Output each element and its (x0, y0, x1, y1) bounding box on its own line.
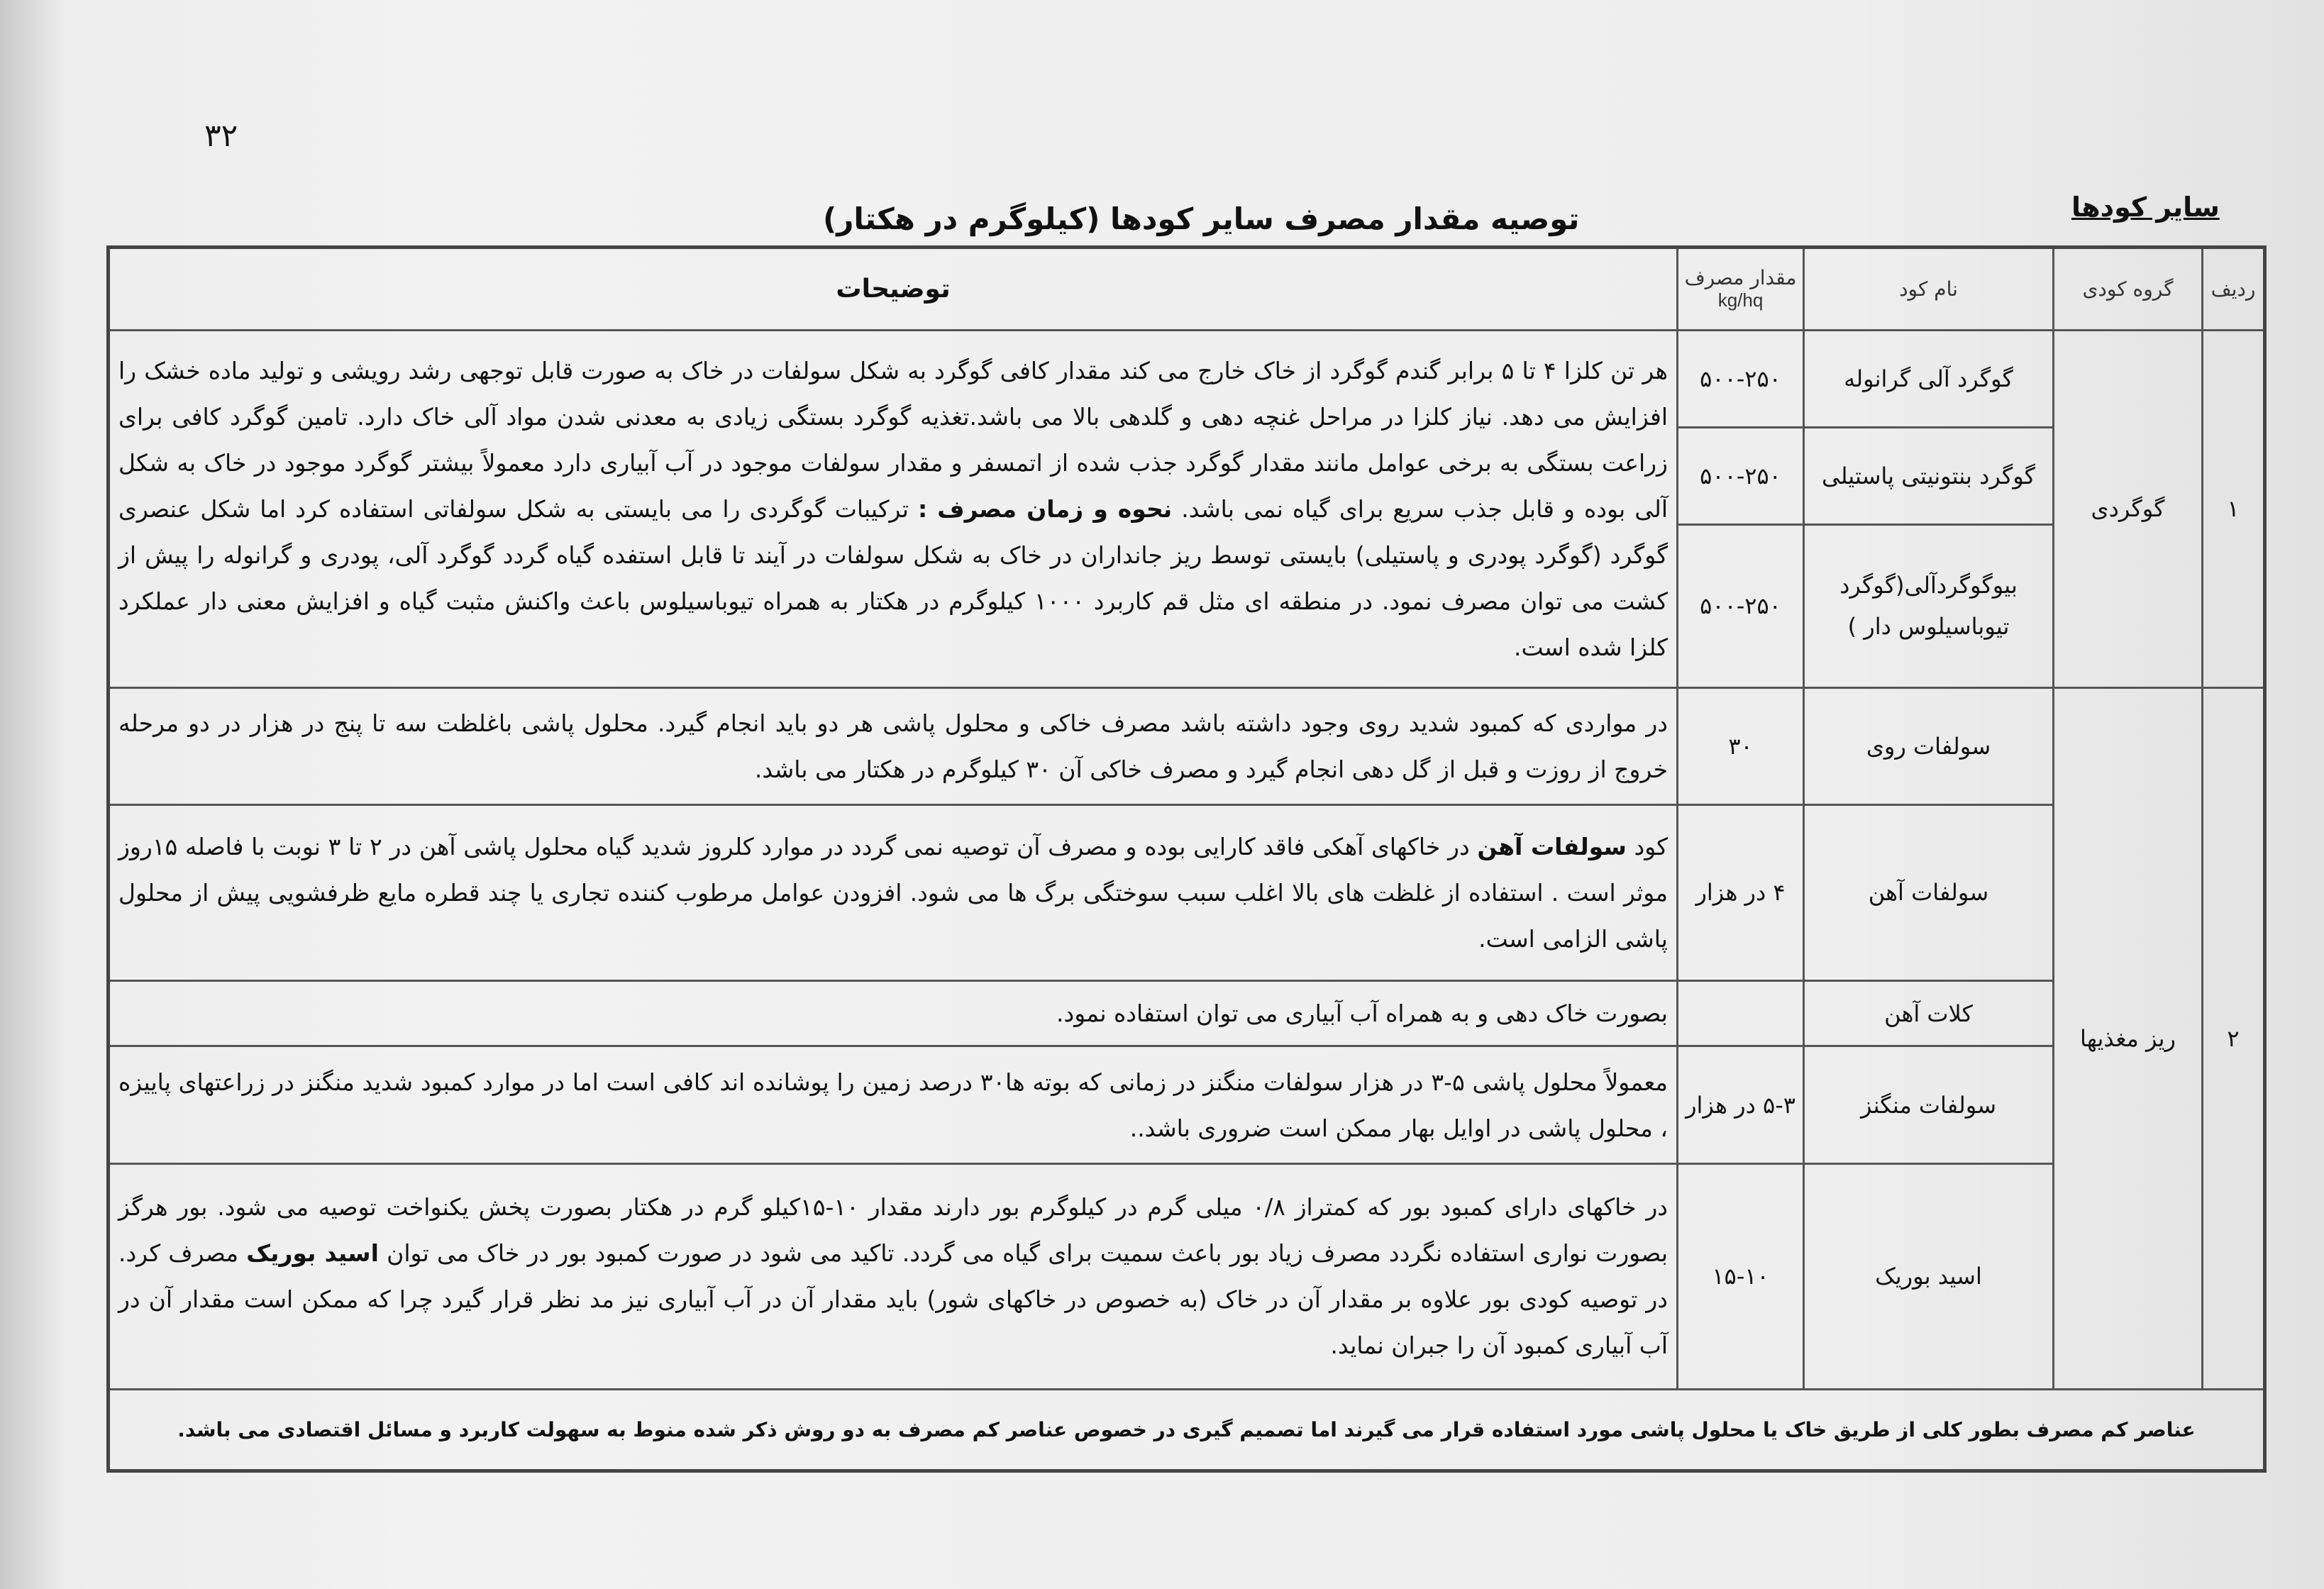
description-cell (109, 980, 1678, 1046)
header-group: گروه کودی (2054, 248, 2203, 331)
fertilizer-name: سولفات منگنز (1804, 1046, 2054, 1163)
row-number: ۲ (2203, 687, 2265, 1389)
description-bold: سولفات آهن (1477, 832, 1627, 860)
fertilizer-name: گوگرد بنتونیتی پاستیلی (1804, 427, 2054, 524)
fertilizer-amount: ۵۰۰-۲۵۰ (1678, 524, 1804, 687)
page-number: ۳۲ (204, 118, 238, 154)
fertilizer-name: سولفات آهن (1804, 804, 2054, 980)
description-text: در خاکهای دارای کمبود بور که کمتراز ۰/۸ میلی گرم در کیلوگرم بور دارند مقدار ۱۰-۱۵کیلو گرم در هکتار بصورت پخش یکنواخت توصیه می شود. بور هرگز بصورت نواری استفاده نگردد مصرف زیاد بور باعث سمیت برای گیاه می گردد. تاکید می شود در صورت کمبود بور در خاک می توان (118, 1193, 1669, 1268)
fertilizer-amount (1678, 980, 1804, 1046)
fertilizer-group: گوگردی (2054, 330, 2203, 687)
table-title: توصیه مقدار مصرف سایر کودها (کیلوگرم در هکتار) (823, 201, 1580, 236)
fertilizer-name: کلات آهن (1804, 980, 2054, 1046)
table-row (109, 980, 2265, 1046)
table-row (109, 804, 2265, 980)
description-bold: اسید بوریک (246, 1239, 379, 1268)
footer-note (109, 1390, 2265, 1471)
section-title: سایر کودها (2071, 192, 2220, 223)
fertilizer-amount: ۵۰۰-۲۵۰ (1678, 330, 1804, 427)
header-amount (1678, 248, 1804, 331)
table-row (109, 1046, 2265, 1163)
fertilizer-table (106, 245, 2267, 1473)
footer-note-text: عناصر کم مصرف بطور کلی از طریق خاک یا محلول پاشی مورد استفاده قرار می گیرند اما تصمیم گیری در خصوص عناصر کم مصرف به دو روش ذکر شده منوط به سهولت کاربرد و مسائل اقتصادی می باشد. (177, 1418, 2196, 1442)
description-cell (109, 687, 1678, 804)
table-row (109, 330, 2265, 427)
fertilizer-amount: ۵-۳ در هزار (1678, 1046, 1804, 1163)
fertilizer-name: اسید بوریک (1804, 1163, 2054, 1389)
fertilizer-amount: ۱۵-۱۰ (1678, 1163, 1804, 1389)
fertilizer-amount: ۳۰ (1678, 687, 1804, 804)
description-cell (109, 330, 1678, 687)
fertilizer-group: ریز مغذیها (2054, 687, 2203, 1389)
header-name: نام کود (1804, 248, 2054, 331)
fertilizer-amount: ۵۰۰-۲۵۰ (1678, 427, 1804, 524)
fertilizer-amount: ۴ در هزار (1678, 804, 1804, 980)
description-text: ترکیبات گوگردی را می بایستی به شکل سولفاتی استفاده کرد اما شکل عنصری گوگرد (گوگرد پودری و پاستیلی) بایستی توسط ریز جانداران در خاک به شکل سولفات در آیند تا قابل استفده گیاه گردد گوگرد آلی، پودری و گرانوله را پیش از کشت می توان مصرف نمود. در منطقه ای مثل قم کاربرد ۱۰۰۰ کیلوگرم در هکتار به همراه تیوباسیلوس باعث واکنش مثبت گیاه و افزایش معنی دار عملکرد کلزا شده است. (118, 494, 1668, 661)
header-description: توضیحات (109, 248, 1678, 331)
table-row (109, 687, 2265, 804)
description-text: معمولاً محلول پاشی ۵-۳ در هزار سولفات منگنز در زمانی که بوته ها۳۰ درصد زمین را پوشانده اند کافی است اما در موارد کمبود شدید منگنز در زراعتهای پاییزه ، محلول پاشی در اوایل بهار ممکن است ضروری باشد.. (118, 1068, 1668, 1142)
description-text: هر تن کلزا ۴ تا ۵ برابر گندم گوگرد از خاک خارج می کند مقدار کافی گوگرد به شکل سولفات در خاک به صورت قابل توجهی رشد رویشی و تولید ماده خشک را افزایش می دهد. نیاز کلزا در مراحل غنچه دهی و گلدهی بالا می باشد.تغذیه گوگرد بستگی زیادی به معدنی شدن مواد آلی خاک دارد. تامین گوگرد کافی برای زراعت بستگی به برخی عوامل مانند مقدار گوگرد جذب شده از اتمسفر و مقدار سولفات موجود در آب آبیاری دارد معمولاً بیشتر گوگرد موجود در خاک به شکل آلی بوده و قابل جذب سریع برای گیاه نمی باشد. (118, 356, 1669, 523)
description-bold: نحوه و زمان مصرف : (918, 494, 1173, 523)
fertilizer-name: بیوگوگردآلی(گوگرد تیوباسیلوس دار ) (1804, 524, 2054, 687)
description-cell (109, 804, 1678, 980)
footer-row (109, 1390, 2265, 1471)
header-amount-unit: kg/hq (1717, 289, 1764, 311)
description-text: در خاکهای آهکی فاقد کارایی بوده و مصرف آن توصیه نمی گردد در موارد کلروز شدید گیاه محلول پاشی آهن در ۲ تا ۳ نوبت با فاصله ۱۵روز موثر است . استفاده از غلظت های بالا اغلب سبب سوختگی برگ ها می شود. افزودن عوامل مرطوب کننده تجاری یا چند قطره مایع ظرفشویی پیش از محلول پاشی الزامی است. (118, 832, 1668, 953)
header-row-no: ردیف (2203, 248, 2265, 331)
description-cell (109, 1046, 1678, 1163)
row-number: ۱ (2203, 330, 2265, 687)
table-header-row (109, 248, 2265, 331)
description-text: بصورت خاک دهی و به همراه آب آبیاری می توان استفاده نمود. (1056, 1000, 1668, 1028)
fertilizer-name: سولفات روی (1804, 687, 2054, 804)
description-text: در مواردی که کمبود شدید روی وجود داشته باشد مصرف خاکی و محلول پاشی هر دو باید انجام گیرد. محلول پاشی باغلظت سه تا پنج در هزار در دو مرحله خروج از روزت و قبل از گل دهی انجام گیرد و مصرف خاکی آن ۳۰ کیلوگرم در هکتار می باشد. (118, 709, 1668, 783)
table-row (109, 1163, 2265, 1389)
description-text: کود (1626, 832, 1668, 860)
header-amount-label: مقدار مصرف (1684, 266, 1797, 290)
description-cell (109, 1163, 1678, 1389)
description-text: مصرف کرد. در توصیه کودی بور علاوه بر مقدار آن در خاک (به خصوص در خاکهای شور) باید مقدار آن در آب آبیاری نیز مد نظر قرار گیرد چرا که ممکن است مقدار آن در آب آبیاری کمبود آن را جبران نماید. (118, 1239, 1668, 1360)
fertilizer-name: گوگرد آلی گرانوله (1804, 330, 2054, 427)
